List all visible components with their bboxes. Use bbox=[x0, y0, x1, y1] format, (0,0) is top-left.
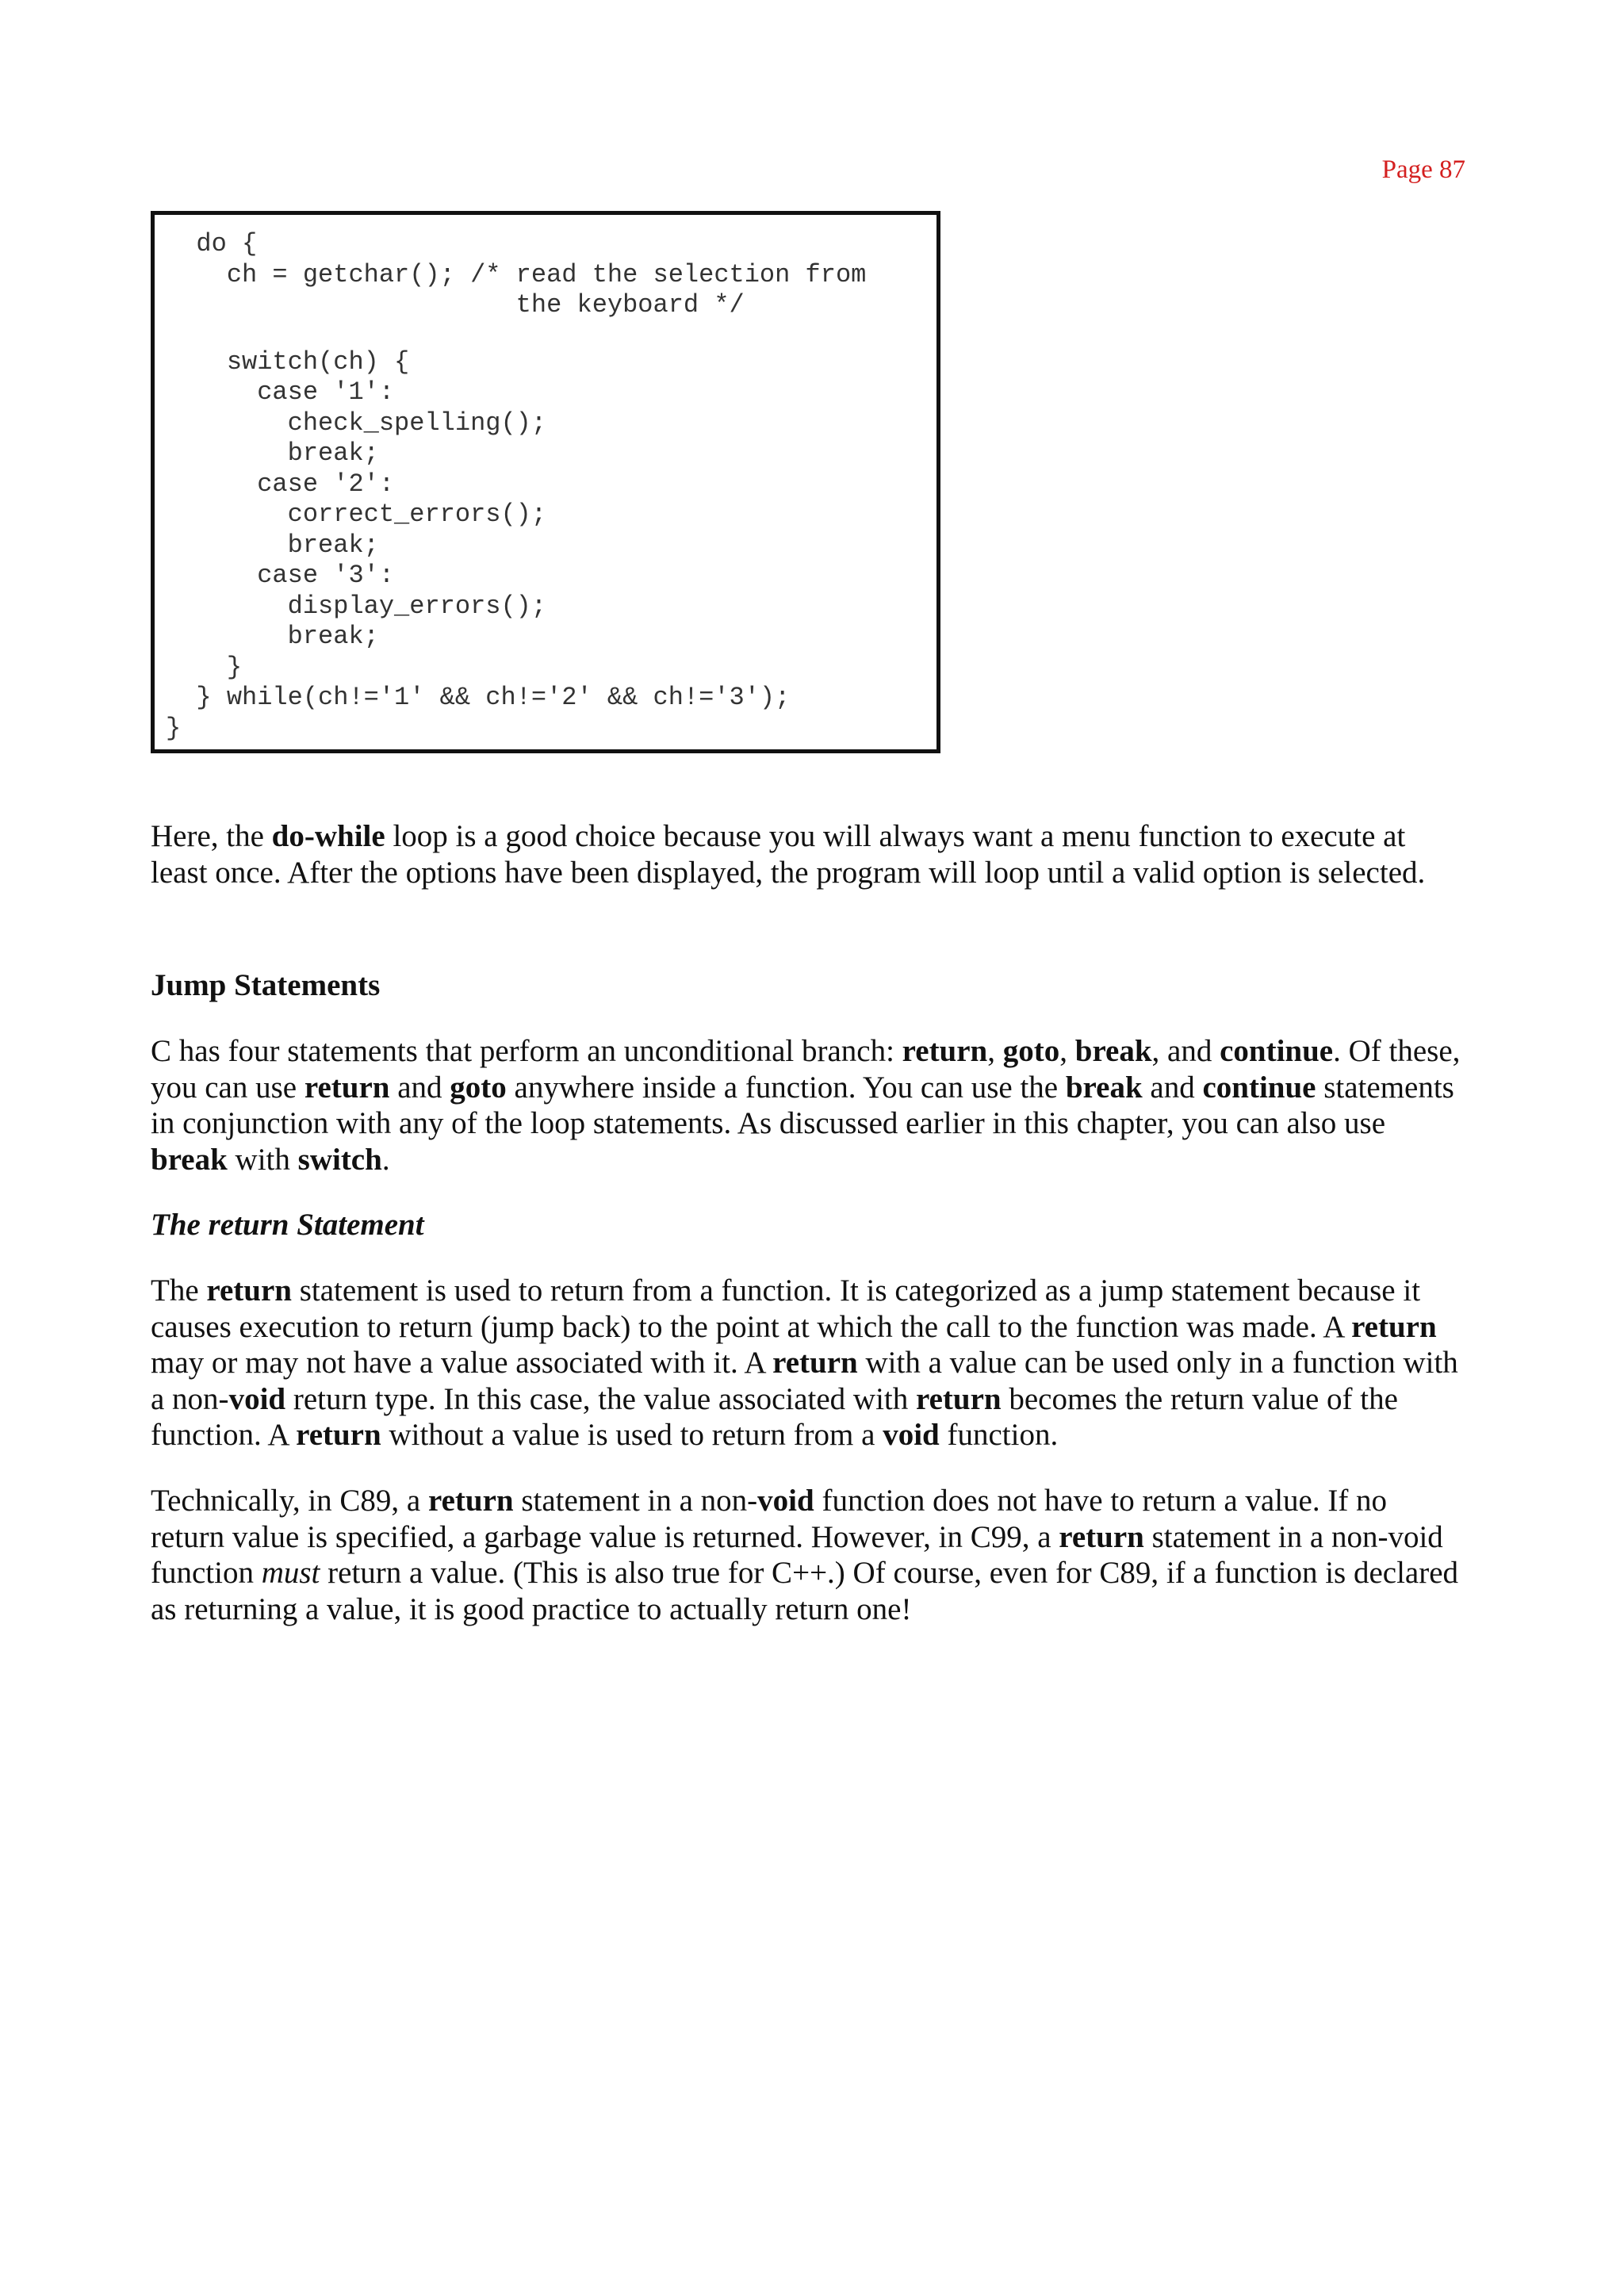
code-line: ch = getchar(); /* read the selection from bbox=[166, 259, 867, 289]
heading-jump-statements: Jump Statements bbox=[151, 968, 381, 1002]
code-line: correct_errors(); bbox=[166, 500, 547, 529]
paragraph-do-while: Here, the do-while loop is a good choice because you will always want a menu function to execute at least once. After the options have been displayed, the program will loop until a valid option is selected. bbox=[151, 819, 1426, 890]
code-line: case '2': bbox=[166, 469, 395, 499]
code-line: break; bbox=[166, 530, 379, 560]
code-listing bbox=[151, 211, 940, 753]
code-line: } bbox=[166, 713, 182, 743]
code-line: } bbox=[166, 652, 243, 682]
code-blank-line bbox=[166, 321, 866, 347]
code-line: switch(ch) { bbox=[166, 347, 410, 377]
paragraph-c89-c99: Technically, in C89, a return statement in a non-void function does not have to return a value. If no return value is specified, a garbage value is returned. However, in C99, a return statement in a non-void function must return a value. (This is also true for C++.) Of course, even for C89, if a function is declared as returning a value, it is good practice to actually return one! bbox=[151, 1484, 1459, 1626]
code-line: break; bbox=[166, 439, 379, 468]
page-number: Page 87 bbox=[1381, 155, 1465, 184]
code-line: break; bbox=[166, 622, 379, 651]
code-line: the keyboard */ bbox=[166, 290, 745, 320]
code-line: } while(ch!='1' && ch!='2' && ch!='3'); bbox=[166, 683, 791, 712]
paragraph-jump-statements: C has four statements that perform an unconditional branch: return, goto, break, and continue. Of these, you can use return and goto anywhere inside a function. You can use the break and continue statements in conjunction with any of the loop statements. As discussed earlier in this chapter, you can also use break with switch. bbox=[151, 1034, 1461, 1177]
code-line: case '3': bbox=[166, 561, 395, 590]
code-block bbox=[166, 229, 866, 744]
code-line: case '1': bbox=[166, 377, 395, 407]
code-line: do { bbox=[166, 229, 258, 259]
heading-return-statement: The return Statement bbox=[151, 1208, 424, 1242]
code-line: display_errors(); bbox=[166, 591, 547, 621]
paragraph-return-statement: The return statement is used to return from a function. It is categorized as a jump statement because it causes execution to return (jump back) to the point at which the call to the function was made. A return may or may not have a value associated with it. A return with a value can be used only in a function with a non-void return type. In this case, the value associated with return becomes the return value of the function. A return without a value is used to return from a void function. bbox=[151, 1273, 1458, 1452]
code-line: check_spelling(); bbox=[166, 408, 547, 438]
